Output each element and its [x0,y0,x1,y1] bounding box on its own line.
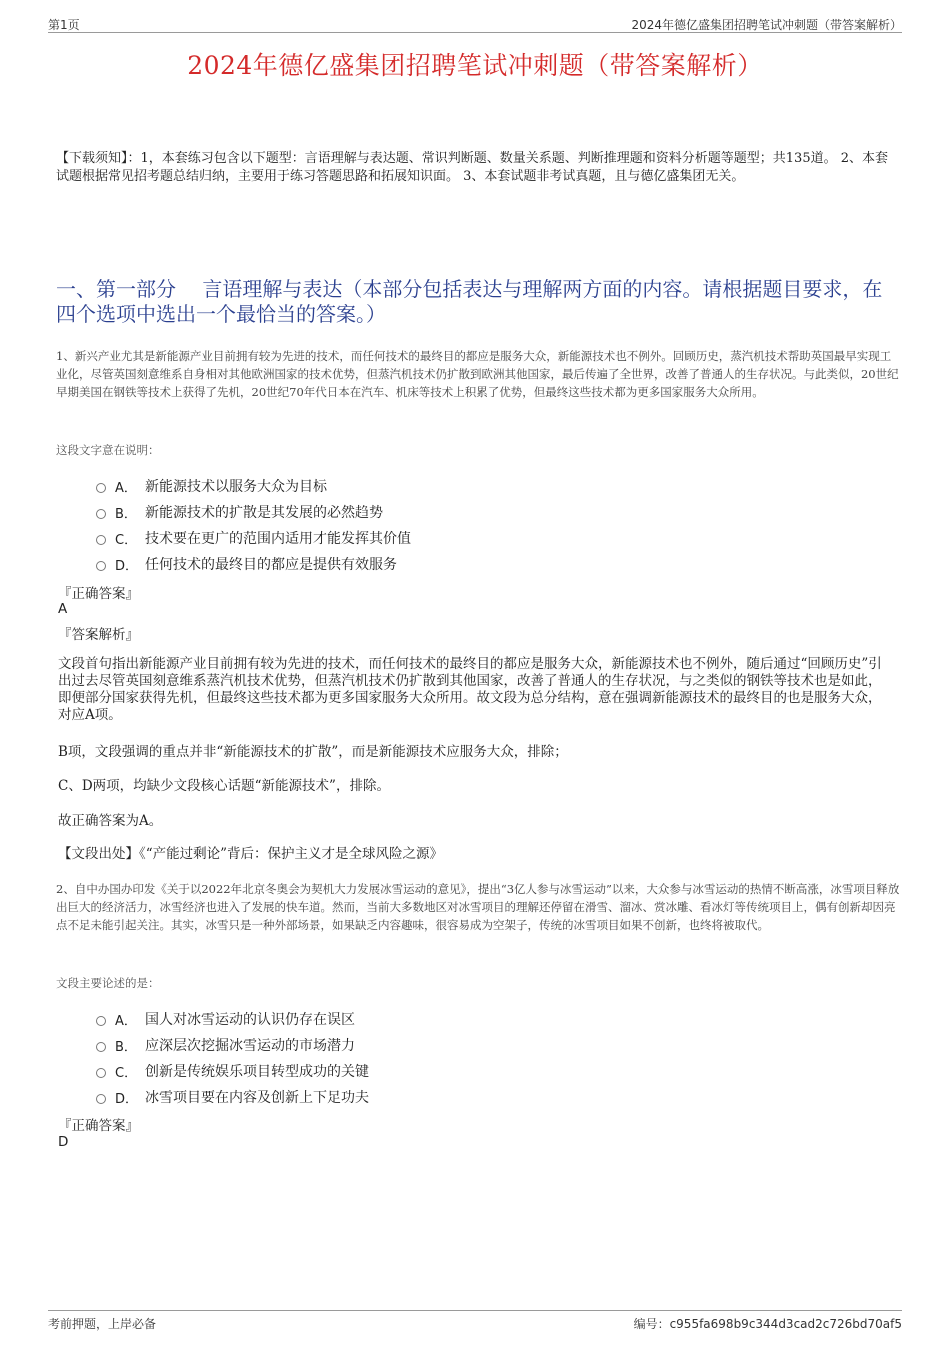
radio-icon[interactable] [96,535,106,545]
section-title: 一、第一部分 言语理解与表达（本部分包括表达与理解两方面的内容。请根据题目要求，在四个选项中选出一个最恰当的答案。） [56,277,883,326]
option-c[interactable]: C． 创新是传统娱乐项目转型成功的关键 [96,1058,856,1084]
source-citation: 【文段出处】《“产能过剩论”背后：保护主义才是全球风险之源》 [58,846,444,862]
analysis-paragraph: 文段首句指出新能源产业目前拥有较为先进的技术，而任何技术的最终目的都应是服务大众，新能源技术也不例外，随后通过“回顾历史”引出过去尽管英国刻意维系蒸汽机技术优势，但蒸汽机技术仍扩散到其他国家，改善了普通人的生存状况，与之类似的钢铁等技术也是如此，即便部分国家获得先机，但最终这些技术都为更多国家服务大众所用。故文段为总分结构，意在强调新能源技术的最终目的也是服务大众，对应A项。 [58,656,882,723]
answer-value: A [58,601,68,617]
radio-icon[interactable] [96,1042,106,1052]
option-a[interactable]: A． 新能源技术以服务大众为目标 [96,473,856,499]
answer-label: 『正确答案』 [58,586,139,602]
radio-icon[interactable] [96,483,106,493]
page-header [48,14,902,33]
analysis-conclusion: 故正确答案为A。 [58,813,163,829]
answer-value: D [58,1134,69,1150]
question-2-prompt: 文段主要论述的是： [56,976,160,990]
radio-icon[interactable] [96,509,106,519]
radio-icon[interactable] [96,561,106,571]
page-footer [48,1310,902,1331]
document-title: 2024年德亿盛集团招聘笔试冲刺题（带答案解析） [187,51,763,80]
question-2-text: 2、自中办国办印发《关于以2022年北京冬奥会为契机大力发展冰雪运动的意见》，提出“3亿人参与冰雪运动”以来，大众参与冰雪运动的热情不断高涨，冰雪项目释放出巨大的经济活力，冰雪经济也进入了发展的快车道。然而，当前大多数地区对冰雪项目的理解还停留在滑雪、溜冰、赏冰雕、看冰灯等传统项目上，偶有创新却因亮点不足未能引起关注。其实，冰雪只是一种外部场景，如果缺乏内容趣味，很容易成为空架子，传统的冰雪项目如果不创新，也终将被取代。 [56,882,900,932]
document-id: 编号：c955fa698b9c344d3cad2c726bd70af5 [633,1317,902,1331]
radio-icon[interactable] [96,1094,106,1104]
option-a[interactable]: A． 国人对冰雪运动的认识仍存在误区 [96,1006,856,1032]
option-b[interactable]: B． 新能源技术的扩散是其发展的必然趋势 [96,499,856,525]
analysis-paragraph: C、D两项，均缺少文段核心话题“新能源技术”，排除。 [58,778,390,794]
question-1-options [96,473,856,577]
radio-icon[interactable] [96,1068,106,1078]
option-b[interactable]: B． 应深层次挖掘冰雪运动的市场潜力 [96,1032,856,1058]
question-2-options [96,1006,856,1110]
answer-label: 『正确答案』 [58,1118,139,1134]
page-number: 第1页 [48,18,80,32]
option-d[interactable]: D． 任何技术的最终目的都应是提供有效服务 [96,551,856,577]
footer-slogan: 考前押题，上岸必备 [48,1317,157,1331]
analysis-label: 『答案解析』 [58,627,139,643]
header-doc-title: 2024年德亿盛集团招聘笔试冲刺题（带答案解析） [631,18,902,32]
question-1-prompt: 这段文字意在说明： [56,443,160,457]
download-notice: 【下载须知】：1，本套练习包含以下题型：言语理解与表达题、常识判断题、数量关系题、判断推理题和资料分析题等题型；共135道。 2、本套试题根据常见招考题总结归纳，主要用于练习答题思路和拓展知识面。 3、本套试题非考试真题，且与德亿盛集团无关。 [56,151,888,184]
option-d[interactable]: D． 冰雪项目要在内容及创新上下足功夫 [96,1084,856,1110]
radio-icon[interactable] [96,1016,106,1026]
option-c[interactable]: C． 技术要在更广的范围内适用才能发挥其价值 [96,525,856,551]
question-1-text: 1、新兴产业尤其是新能源产业目前拥有较为先进的技术，而任何技术的最终目的都应是服务大众，新能源技术也不例外。回顾历史，蒸汽机技术帮助英国最早实现工业化，尽管英国刻意维系自身相对其他欧洲国家的技术优势，但蒸汽机技术仍扩散到欧洲其他国家，最后传遍了全世界，改善了普通人的生存状况。与此类似，20世纪早期美国在钢铁等技术上获得了先机，20世纪70年代日本在汽车、机床等技术上积累了优势，但最终这些技术都为更多国家服务大众所用。 [56,349,899,399]
analysis-paragraph: B项，文段强调的重点并非“新能源技术的扩散”，而是新能源技术应服务大众，排除； [58,744,568,760]
